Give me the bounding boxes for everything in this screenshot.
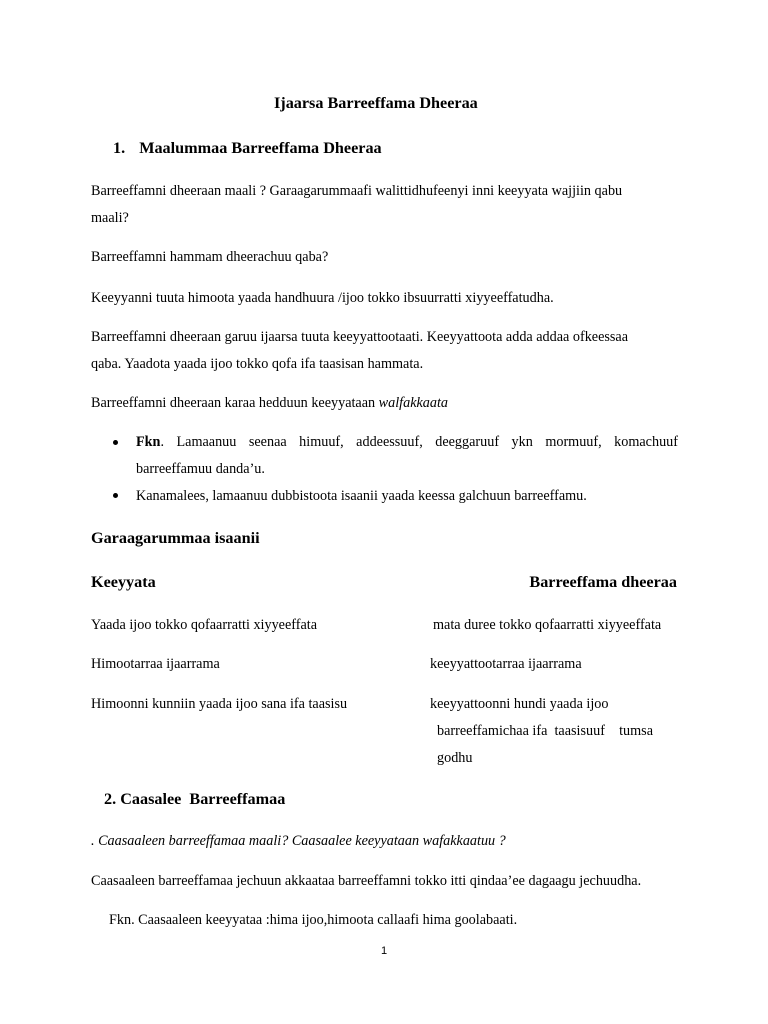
- bullet-1-line-2: barreeffamuu danda’u.: [136, 461, 265, 477]
- paragraph-5-italic: walfakkaata: [378, 395, 449, 411]
- section2-paragraph-2: Fkn. Caasaaleen keeyyataa :hima ijoo,himoota callaafi hima goolabaati.: [109, 912, 518, 928]
- compare-row-1-right: mata duree tokko qofaarratti xiyyeeffata: [433, 617, 662, 633]
- bullet-1-text: . Lamaanuu seenaa himuuf, addeessuuf, deeggaruuf ykn mormuuf, komachuuf: [160, 434, 678, 450]
- page-number: 1: [381, 945, 388, 957]
- paragraph-4-line-2: qaba. Yaadota yaada ijoo tokko qofa ifa taasisan hammata.: [91, 356, 424, 372]
- compare-heading: Garaagarummaa isaanii: [91, 529, 260, 547]
- section2-question: . Caasaaleen barreeffamaa maali? Caasaalee keeyyataan wafakkaatuu ?: [91, 833, 506, 849]
- paragraph-2: Barreeffamni hammam dheerachuu qaba?: [91, 249, 329, 265]
- paragraph-3: Keeyyanni tuuta himoota yaada handhuura /ijoo tokko ibsuurratti xiyyeeffatudha.: [91, 290, 554, 306]
- paragraph-5: [91, 394, 448, 412]
- paragraph-5-text: Barreeffamni dheeraan karaa hedduun keeyyataan: [91, 395, 379, 411]
- compare-left-header: Keeyyata: [91, 573, 156, 591]
- paragraph-4-line-1: Barreeffamni dheeraan garuu ijaarsa tuuta keeyyattootaati. Keeyyattoota adda addaa ofkeessaa: [91, 329, 629, 345]
- paragraph-1-line-2: maali?: [91, 210, 129, 226]
- compare-row-3-right-line-1: keeyyattoonni hundi yaada ijoo: [430, 696, 609, 712]
- section1-number: 1.: [113, 139, 126, 157]
- compare-right-header: Barreeffama dheeraa: [529, 573, 677, 591]
- bullet-2-text: Kanamalees, lamaanuu dubbistoota isaanii yaada keessa galchuun barreeffamu.: [136, 488, 587, 504]
- compare-row-3-right-line-2: barreeffamichaa ifa taasisuuf tumsa: [437, 723, 653, 739]
- compare-row-3-right-line-3: godhu: [437, 750, 473, 766]
- section1-title: Maalummaa Barreeffama Dheeraa: [139, 139, 382, 157]
- section1-heading: [113, 139, 382, 158]
- bullet-1-bold: Fkn: [136, 434, 161, 450]
- paragraph-1-line-1: Barreeffamni dheeraan maali ? Garaagarummaafi walittidhufeenyi inni keeyyata wajjiin qabu: [91, 183, 623, 199]
- bullet-1-line-1: [136, 434, 678, 451]
- section2-heading: 2. Caasalee Barreeffamaa: [104, 790, 286, 808]
- bullet-2-dot: [113, 493, 118, 498]
- compare-row-2-right: keeyyattootarraa ijaarrama: [430, 656, 582, 672]
- section2-paragraph-1: Caasaaleen barreeffamaa jechuun akkaataa barreeffamni tokko itti qindaa’ee dagaagu jechuudha.: [91, 873, 642, 889]
- compare-row-3-left: Himoonni kunniin yaada ijoo sana ifa taasisu: [91, 696, 348, 712]
- document-title: Ijaarsa Barreeffama Dheeraa: [274, 94, 478, 112]
- compare-row-2-left: Himootarraa ijaarrama: [91, 656, 220, 672]
- bullet-1-dot: [113, 440, 118, 445]
- compare-row-1-left: Yaada ijoo tokko qofaarratti xiyyeeffata: [91, 617, 318, 633]
